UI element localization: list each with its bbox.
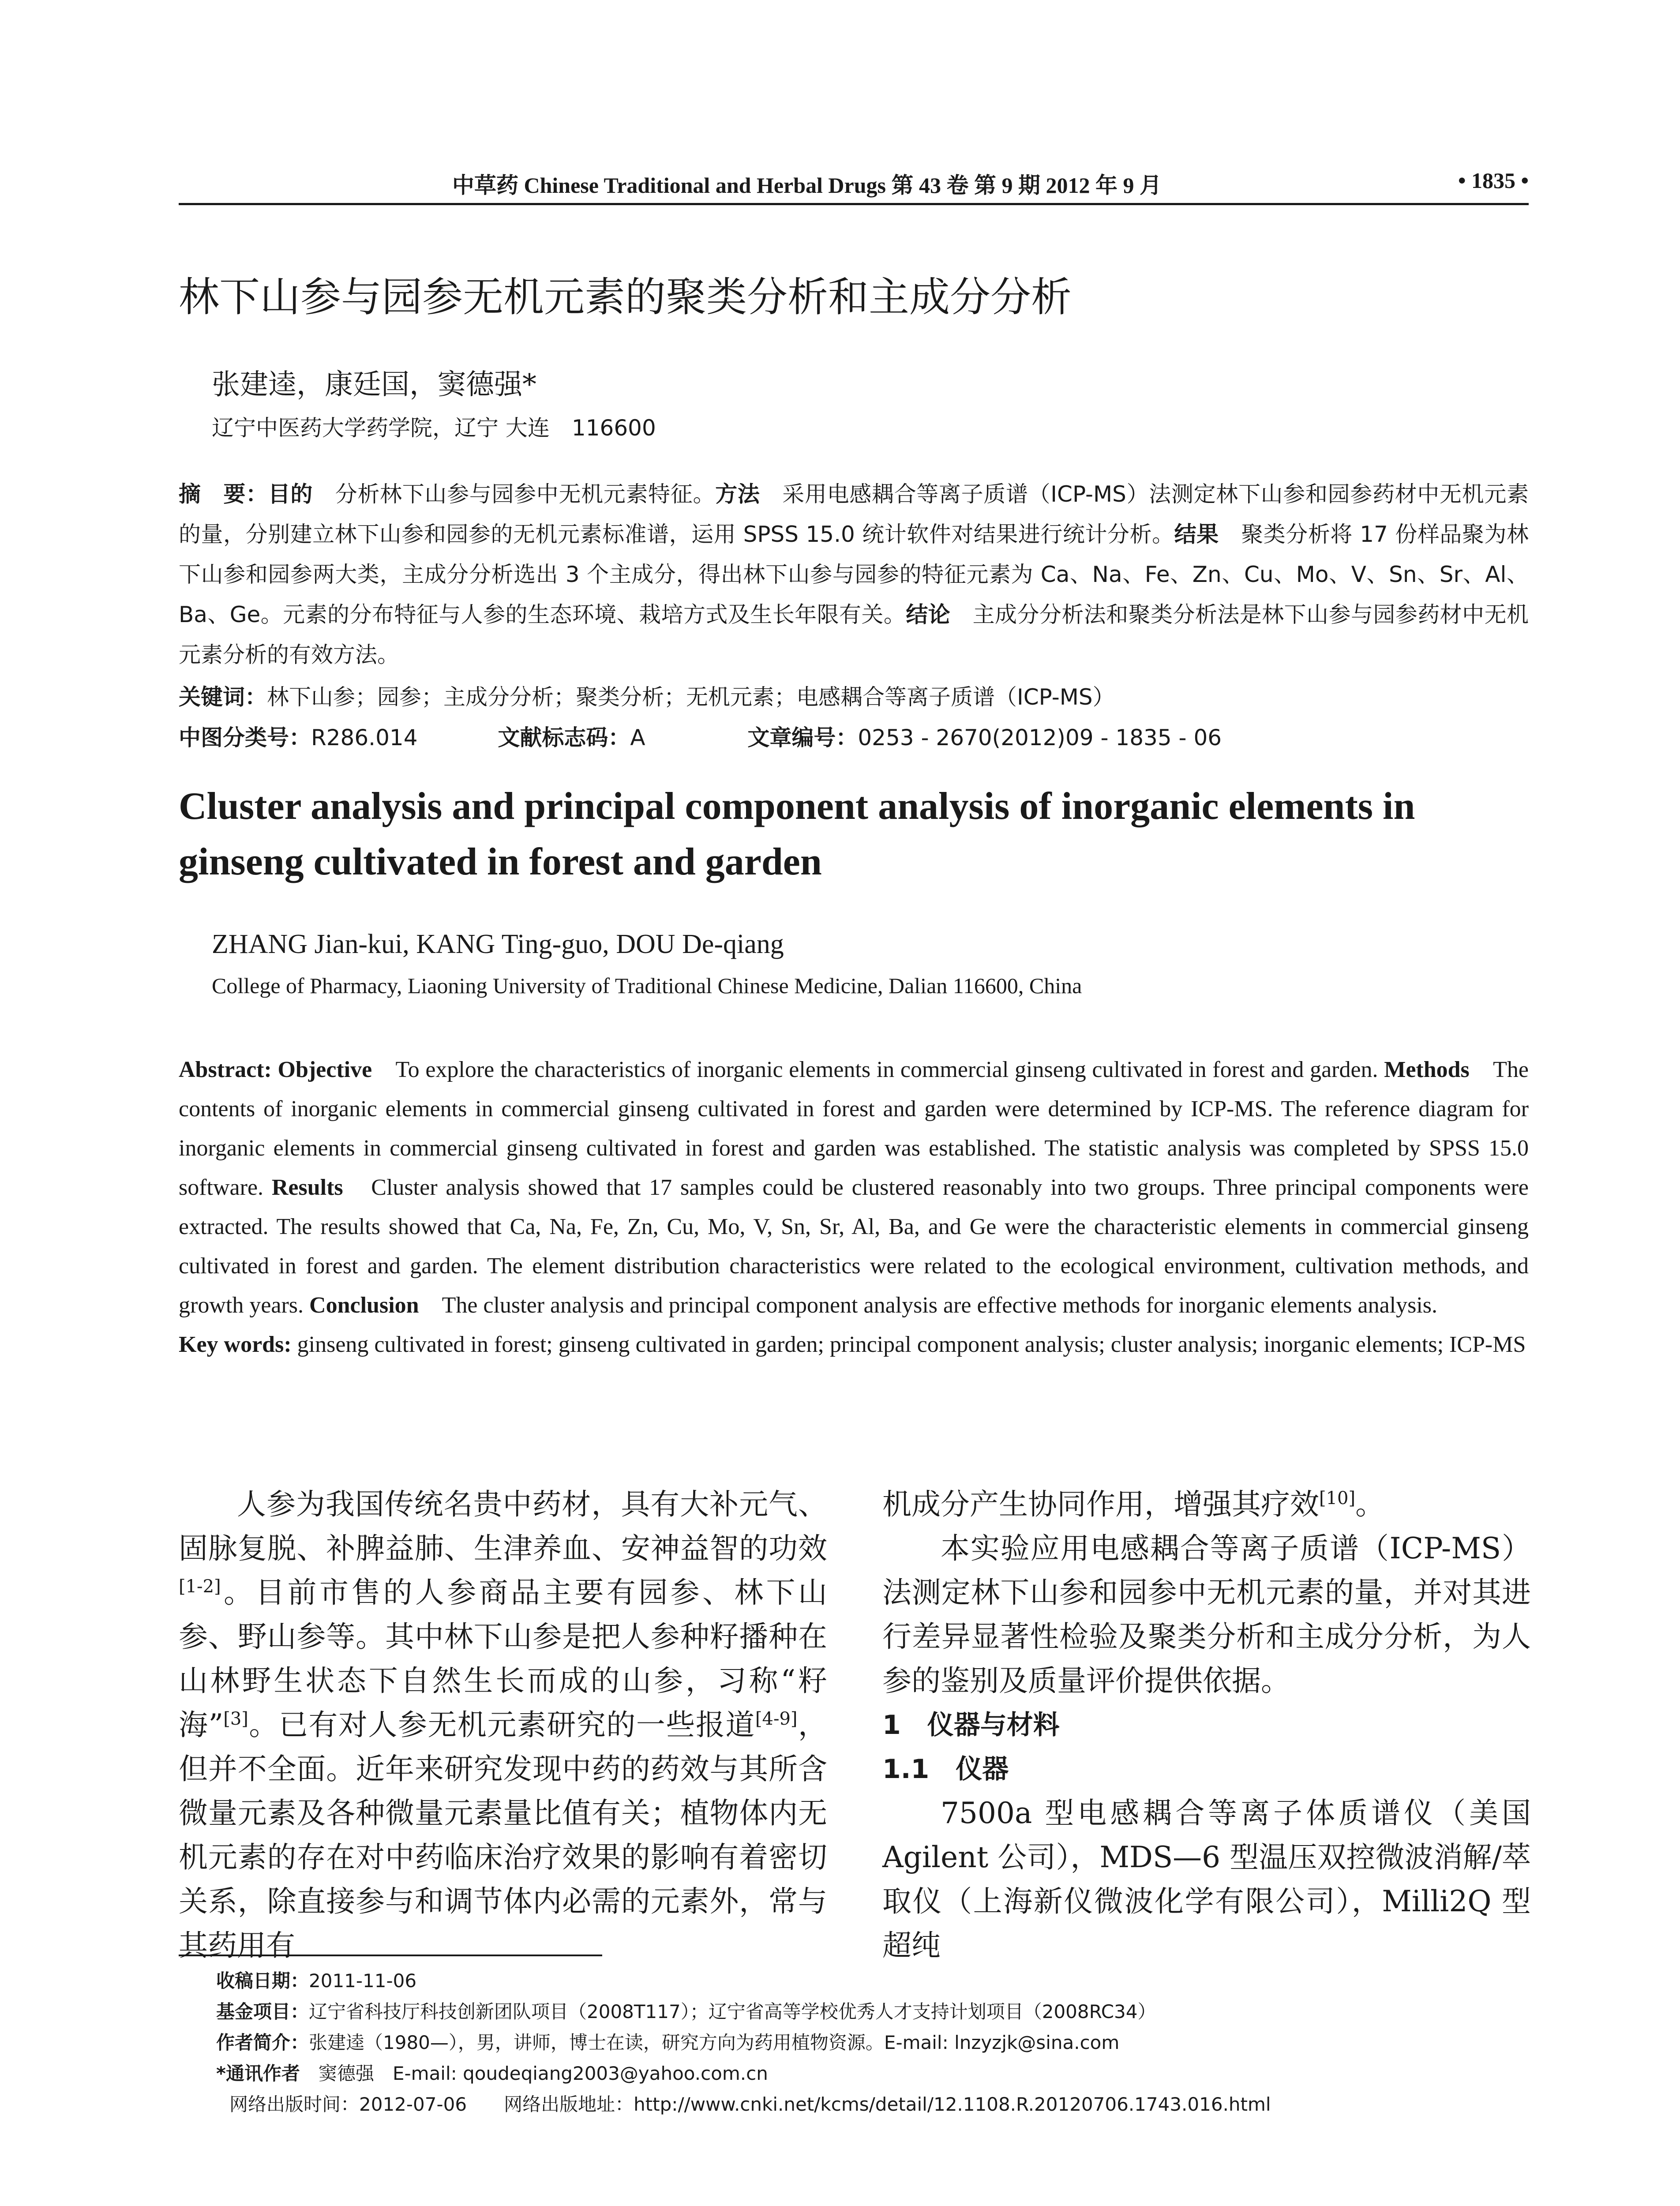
en-results-text: Cluster analysis showed that 17 samples could be clustered reasonably into two groups. Three principal components were extracted. The results showed that Ca, Na, Fe, Zn, Cu, Mo, V, Sn, Sr, Al, Ba, and Ge were the characteristic elements in commercial ginseng cultivated in forest and garden. The element distribution characteristics were related to the ecological environment, cultivation methods, and growth years. bbox=[179, 1175, 1529, 1318]
en-methods-label: Methods bbox=[1384, 1057, 1470, 1082]
footnote-label: *通讯作者 bbox=[216, 2063, 300, 2084]
footnotes bbox=[216, 1966, 1271, 2120]
citation: [1-2] bbox=[179, 1576, 221, 1597]
en-keywords-label: Key words: bbox=[179, 1332, 292, 1357]
chinese-title: 林下山参与园参无机元素的聚类分析和主成分分析 bbox=[179, 274, 1072, 321]
en-methods-text: The contents of inorganic elements in commercial ginseng cultivated in forest and garden were determined by ICP-MS. The reference diagram for inorganic elements in commercial ginseng cultivated in forest and garden was established. The statistic analysis was completed by SPSS 15.0 software. bbox=[179, 1057, 1529, 1200]
journal-info: 中草药 Chinese Traditional and Herbal Drugs 第 43 卷 第 9 期 2012 年 9 月 bbox=[452, 173, 1162, 198]
english-abstract bbox=[179, 1050, 1529, 1364]
results-label: 结果 bbox=[1174, 521, 1219, 547]
en-objective-text: To explore the characteristics of inorganic elements in commercial ginseng cultivated in forest and garden. bbox=[372, 1057, 1384, 1082]
footnote-text: 张建逵（1980—），男，讲师，博士在读，研究方向为药用植物资源。E-mail: lnzyzjk@sina.com bbox=[309, 2032, 1120, 2053]
body-text: 机成分产生协同作用，增强其疗效 bbox=[882, 1487, 1319, 1521]
body-text: 。已有对人参无机元素研究的一些报道 bbox=[248, 1708, 755, 1742]
footnote-text: 2011-11-06 bbox=[309, 1970, 417, 1992]
english-title: Cluster analysis and principal component analysis of inorganic elements in ginseng cultivated in forest and garden bbox=[179, 785, 1415, 883]
body-left-column bbox=[179, 1482, 827, 1968]
footnote-label: 基金项目： bbox=[216, 2001, 309, 2022]
methods-label: 方法 bbox=[715, 481, 760, 507]
body-right-column bbox=[882, 1482, 1531, 1968]
chinese-keywords bbox=[179, 679, 1115, 711]
chinese-abstract bbox=[179, 474, 1529, 675]
conclusion-label: 结论 bbox=[906, 602, 951, 627]
footnote-fund bbox=[216, 1996, 1271, 2027]
article-no-value: 0253 - 2670(2012)09 - 1835 - 06 bbox=[858, 725, 1222, 750]
footnote-online: 网络出版时间：2012-07-06 网络出版地址：http://www.cnki.net/kcms/detail/12.1108.R.20120706.1743.016.html bbox=[229, 2093, 1271, 2115]
en-conclusion-text: The cluster analysis and principal component analysis are effective methods for inorganic elements analysis. bbox=[419, 1293, 1438, 1318]
body-paragraph: 本实验应用电感耦合等离子质谱（ICP-MS）法测定林下山参和园参中无机元素的量，并对其进行差异显著性检验及聚类分析和主成分分析，为人参的鉴别及质量评价提供依据。 bbox=[882, 1531, 1531, 1698]
chinese-affiliation: 辽宁中医药大学药学院，辽宁 大连 116600 bbox=[212, 415, 656, 441]
footnote-rule bbox=[179, 1955, 602, 1956]
subsection-heading: 1.1 仪器 bbox=[882, 1754, 1009, 1785]
body-paragraph bbox=[882, 1482, 1531, 1527]
conclusion-text: 主成分分析法和聚类分析法是林下山参与园参药材中无机元素分析的有效方法。 bbox=[179, 602, 1529, 668]
results-text: 聚类分析将 17 份样品聚为林下山参和园参两大类，主成分分析选出 3 个主成分，得出林下山参与园参的特征元素为 Ca、Na、Fe、Zn、Cu、Mo、V、Sn、Sr、Al、Ba、Ge。元素的分布特征与人参的生态环境、栽培方式及生长年限有关。 bbox=[179, 521, 1529, 627]
methods-text: 采用电感耦合等离子质谱（ICP-MS）法测定林下山参和园参药材中无机元素的量，分别建立林下山参和园参的无机元素标准谱，运用 SPSS 15.0 统计软件对结果进行统计分析。 bbox=[179, 481, 1529, 547]
objective-text: 分析林下山参与园参中无机元素特征。 bbox=[313, 481, 716, 507]
body-text: 。目前市售的人参商品主要有园参、林下山参、野山参等。其中林下山参是把人参种籽播种在山林野生状态下自然生长而成的山参，习称“籽海” bbox=[179, 1576, 827, 1742]
doc-code-value: A bbox=[630, 725, 645, 750]
abstract-label: 摘 要： bbox=[179, 481, 268, 507]
clc-value: R286.014 bbox=[311, 725, 418, 750]
doc-code-label: 文献标志码： bbox=[498, 725, 630, 750]
body-text: 。 bbox=[1355, 1487, 1385, 1521]
body-paragraph: 7500a 型电感耦合等离子体质谱仪（美国 Agilent 公司），MDS—6 型温压双控微波消解/萃取仪（上海新仪微波化学有限公司），Milli2Q 型超纯 bbox=[882, 1796, 1531, 1962]
objective-label: 目的 bbox=[268, 481, 313, 507]
body-text: 人参为我国传统名贵中药材，具有大补元气、固脉复脱、补脾益肺、生津养血、安神益智的功效 bbox=[179, 1487, 827, 1565]
footnote-label: 作者简介： bbox=[216, 2032, 309, 2053]
footnote-text: 辽宁省科技厅科技创新团队项目（2008T117）；辽宁省高等学校优秀人才支持计划项目（2008RC34） bbox=[309, 2001, 1156, 2022]
en-conclusion-label: Conclusion bbox=[309, 1293, 419, 1318]
citation: [3] bbox=[223, 1709, 248, 1729]
citation: [10] bbox=[1319, 1488, 1356, 1508]
chinese-authors: 张建逵，康廷国，窦德强* bbox=[212, 368, 536, 401]
footnote-author bbox=[216, 2027, 1271, 2058]
section-heading: 1 仪器与材料 bbox=[882, 1710, 1060, 1741]
english-affiliation: College of Pharmacy, Liaoning University of Traditional Chinese Medicine, Dalian 116600, China bbox=[212, 973, 1082, 998]
en-abstract-label: Abstract: Objective bbox=[179, 1057, 372, 1082]
article-no-label: 文章编号： bbox=[747, 725, 858, 750]
footnote-corresponding bbox=[216, 2058, 1271, 2089]
body-text: ，但并不全面。近年来研究发现中药的药效与其所含微量元素及各种微量元素量比值有关；植物体内无机元素的存在对中药临床治疗效果的影响有着密切关系，除直接参与和调节体内必需的元素外，常与其药用有 bbox=[179, 1708, 828, 1962]
page-number: • 1835 • bbox=[1458, 168, 1529, 193]
footnote-label: 收稿日期： bbox=[216, 1970, 309, 1992]
english-authors: ZHANG Jian-kui, KANG Ting-guo, DOU De-qiang bbox=[212, 929, 784, 959]
citation: [4-9] bbox=[755, 1709, 798, 1729]
keywords-label: 关键词： bbox=[179, 684, 267, 710]
classification-line bbox=[179, 720, 1222, 752]
clc-label: 中图分类号： bbox=[179, 725, 311, 750]
footnote-received bbox=[216, 1966, 1271, 1996]
running-header bbox=[179, 168, 1529, 205]
en-keywords-text: ginseng cultivated in forest; ginseng cultivated in garden; principal component analysis; cluster analysis; inorganic elements; ICP-MS bbox=[291, 1332, 1526, 1357]
keywords-text: 林下山参；园参；主成分分析；聚类分析；无机元素；电感耦合等离子质谱（ICP-MS） bbox=[267, 684, 1115, 710]
body-paragraph bbox=[179, 1482, 827, 1968]
en-results-label: Results bbox=[271, 1175, 343, 1200]
footnote-text: 窦德强 E-mail: qoudeqiang2003@yahoo.com.cn bbox=[300, 2063, 768, 2084]
